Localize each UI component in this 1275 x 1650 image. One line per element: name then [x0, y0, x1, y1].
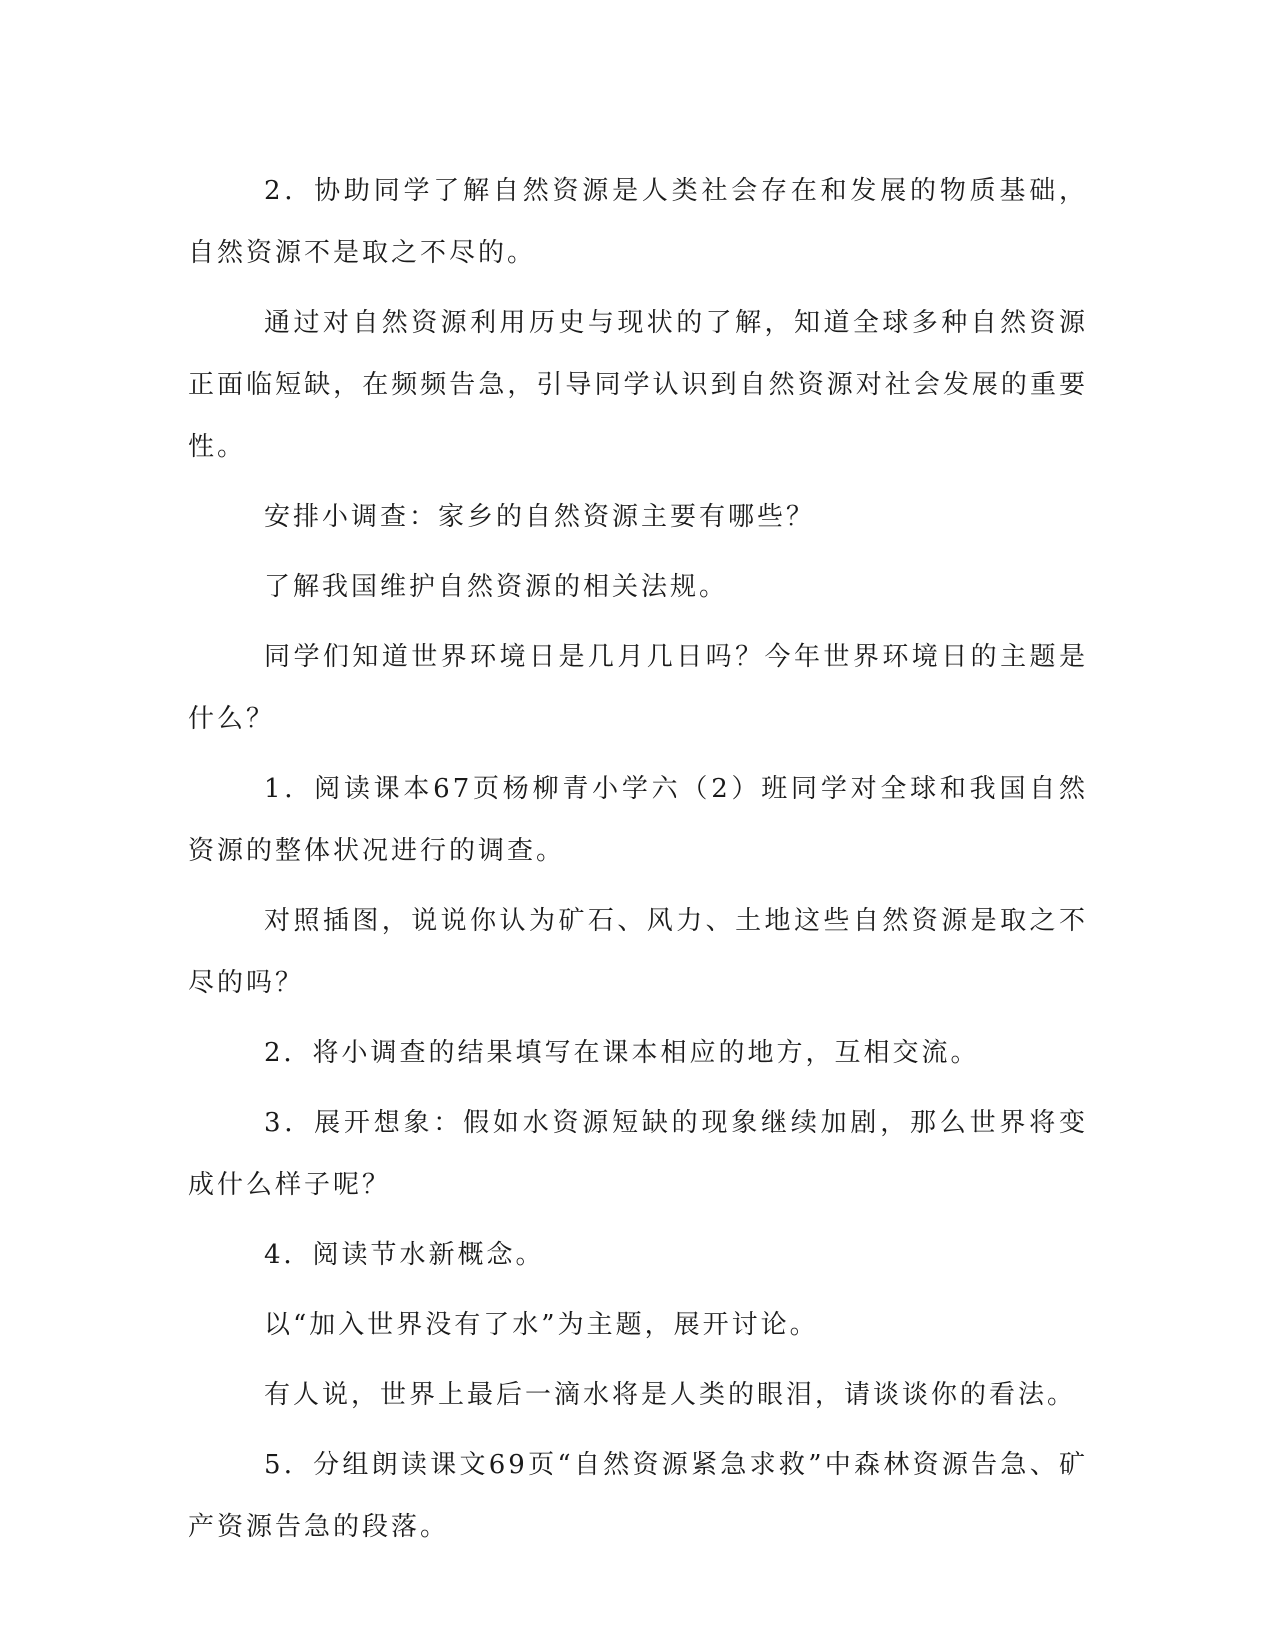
document-body — [188, 160, 1088, 1566]
paragraph-step-3: 3．展开想象：假如水资源短缺的现象继续加剧，那么世界将变成什么样子呢？ — [188, 1108, 1088, 1200]
paragraph-last-drop: 有人说，世界上最后一滴水将是人类的眼泪，请谈谈你的看法。 — [264, 1380, 1077, 1410]
paragraph-goal-2: 2．协助同学了解自然资源是人类社会存在和发展的物质基础，自然资源不是取之不尽的。 — [188, 176, 1088, 268]
paragraph-step-4: 4．阅读节水新概念。 — [264, 1240, 545, 1270]
paragraph-environment-day: 同学们知道世界环境日是几月几日吗？今年世界环境日的主题是什么？ — [188, 642, 1088, 734]
paragraph-illustration: 对照插图，说说你认为矿石、风力、土地这些自然资源是取之不尽的吗？ — [188, 906, 1088, 998]
paragraph-laws: 了解我国维护自然资源的相关法规。 — [264, 572, 729, 602]
paragraph-history-status: 通过对自然资源利用历史与现状的了解，知道全球多种自然资源正面临短缺，在频频告急，引导同学认识到自然资源对社会发展的重要性。 — [188, 308, 1088, 462]
paragraph-step-1: 1．阅读课本67页杨柳青小学六（2）班同学对全球和我国自然资源的整体状况进行的调查。 — [188, 774, 1088, 866]
paragraph-survey-task: 安排小调查：家乡的自然资源主要有哪些？ — [264, 502, 816, 532]
paragraph-step-5: 5．分组朗读课文69页“自然资源紧急求救”中森林资源告急、矿产资源告急的段落。 — [188, 1450, 1088, 1542]
paragraph-discussion-topic: 以“加入世界没有了水”为主题，展开讨论。 — [264, 1310, 819, 1340]
paragraph-step-2: 2．将小调查的结果填写在课本相应的地方，互相交流。 — [264, 1038, 980, 1068]
